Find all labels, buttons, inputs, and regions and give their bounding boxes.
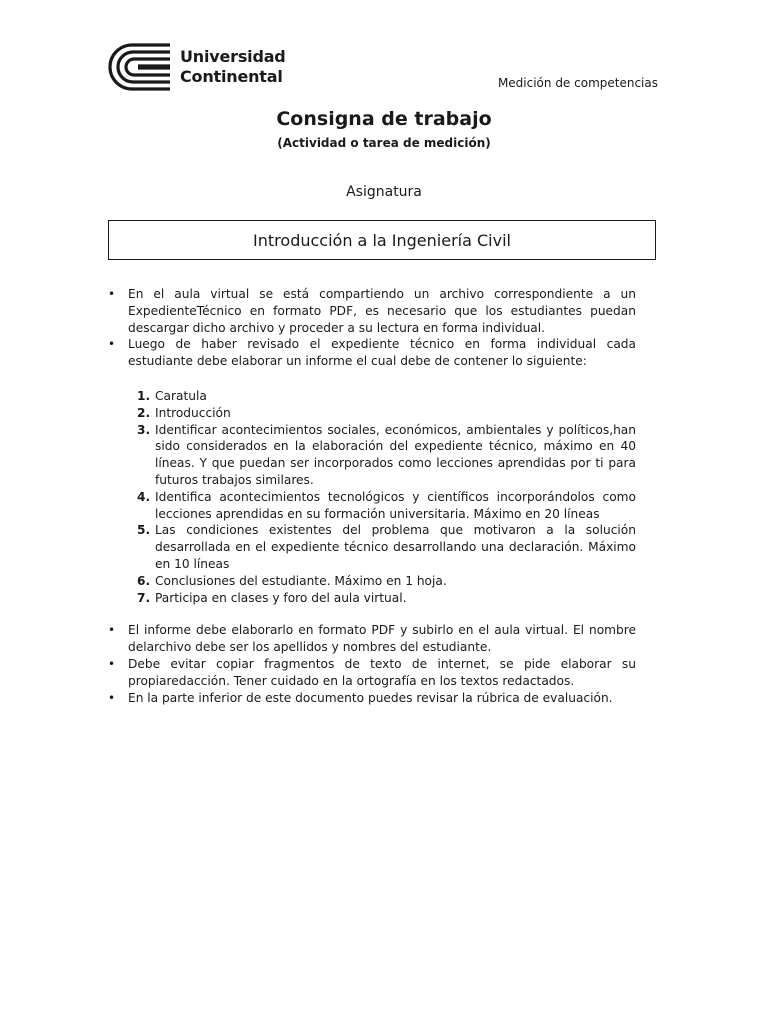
- item-number: 6.: [137, 573, 151, 588]
- item-number: 2.: [137, 405, 151, 420]
- list-item: [108, 573, 636, 590]
- list-item: [108, 405, 636, 422]
- list-item: [108, 422, 636, 489]
- item-text: Conclusiones del estudiante. Máximo en 1 hoja.: [155, 573, 447, 588]
- list-item: • En el aula virtual se está compartiendo un archivo correspondiente a un ExpedienteTécnico en formato PDF, es necesario que los estudiantes puedan descargar dicho archivo y proceder a su lectura en forma individual.: [108, 286, 636, 336]
- list-item: [108, 522, 636, 572]
- item-number: 5.: [137, 523, 151, 538]
- item-number: 7.: [137, 590, 151, 605]
- list-item: [108, 590, 636, 607]
- subject-label: Asignatura: [346, 184, 422, 200]
- page-title: Consigna de trabajo: [276, 108, 492, 130]
- requirements-list: [108, 388, 636, 606]
- list-item: • Debe evitar copiar fragmentos de texto de internet, se pide elaborar su propiaredacción. Tener cuidado en la ortografía en los textos redactados.: [108, 656, 636, 690]
- course-name-box: [108, 220, 656, 260]
- university-logo: [108, 42, 288, 92]
- item-number: 4.: [137, 489, 151, 504]
- course-name: Introducción a la Ingeniería Civil: [253, 230, 511, 250]
- instructions: [108, 286, 636, 706]
- intro-bullets: [108, 286, 636, 370]
- item-text: Participa en clases y foro del aula virtual.: [155, 590, 407, 605]
- item-text: Caratula: [155, 388, 207, 403]
- item-text: Identifica acontecimientos tecnológicos y científicos incorporándolos como lecciones aprendidas en su formación universitaria. Máximo en 20 líneas: [155, 489, 636, 521]
- header-caption: Medición de competencias: [497, 76, 658, 90]
- university-emblem-icon: [108, 42, 172, 92]
- item-text: Las condiciones existentes del problema que motivaron a la solución desarrollada en el expediente técnico desarrollando una declaración. Máximo en 10 líneas: [155, 523, 636, 571]
- item-text: Identificar acontecimientos sociales, económicos, ambientales y políticos,han sido considerados en la elaboración del expediente técnico, máximo en 40 líneas. Y que puedan ser incorporados como lecciones aprendidas por ti para futuros trabajos similares.: [155, 422, 636, 487]
- list-item: [108, 388, 636, 405]
- item-number: 1.: [137, 388, 151, 403]
- list-item: [108, 489, 636, 523]
- item-number: 3.: [137, 422, 151, 437]
- list-item: • En la parte inferior de este documento puedes revisar la rúbrica de evaluación.: [108, 690, 636, 707]
- list-item: • El informe debe elaborarlo en formato PDF y subirlo en el aula virtual. El nombre delarchivo debe ser los apellidos y nombres del estudiante.: [108, 622, 636, 656]
- logo-line2: Continental: [180, 67, 283, 86]
- outro-bullets: [108, 622, 636, 706]
- logo-line1: Universidad: [180, 47, 286, 66]
- item-text: Introducción: [155, 405, 231, 420]
- page-subtitle: (Actividad o tarea de medición): [277, 136, 491, 150]
- list-item: • Luego de haber revisado el expediente técnico en forma individual cada estudiante debe elaborar un informe el cual debe de contener lo siguiente:: [108, 336, 636, 370]
